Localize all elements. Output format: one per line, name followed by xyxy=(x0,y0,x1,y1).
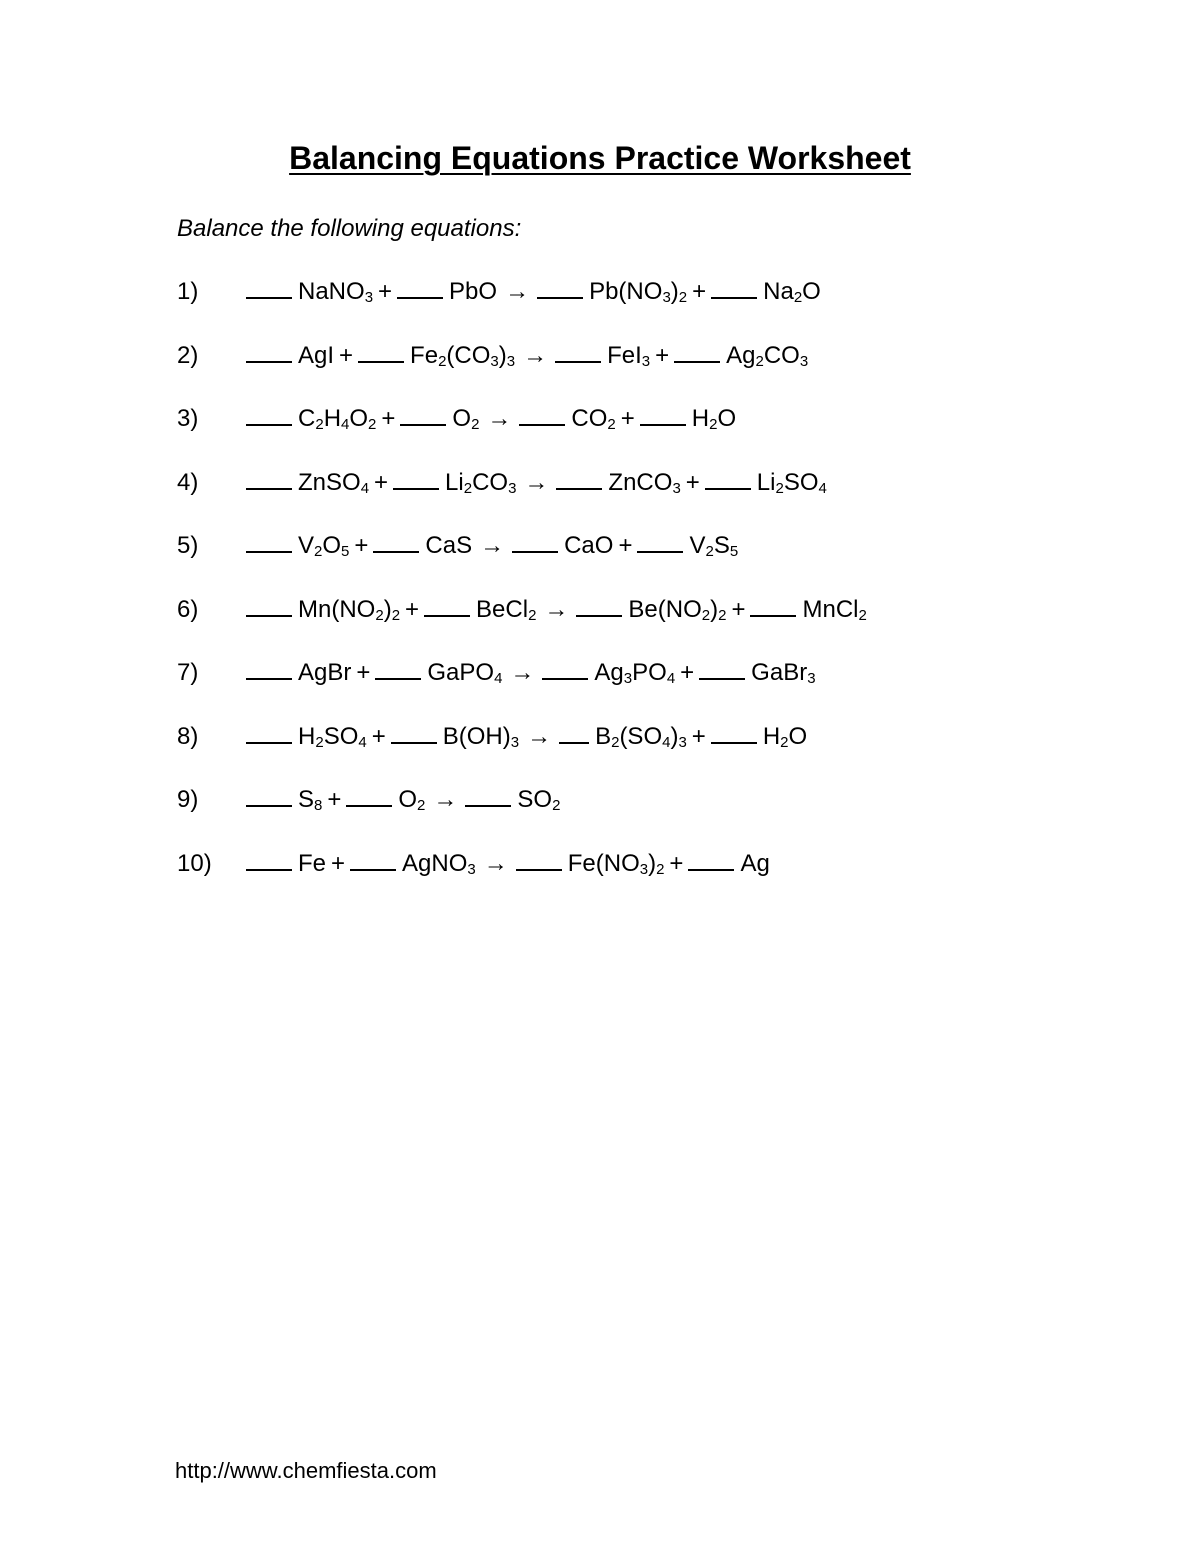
chemical-formula: $O_2$ xyxy=(398,786,426,814)
chemical-formula: $S_8$ xyxy=(298,786,323,814)
coefficient-blank[interactable] xyxy=(542,677,588,680)
equation-number: 1) xyxy=(177,278,199,305)
yield-arrow-icon: → xyxy=(527,722,552,750)
equation-number: 2) xyxy=(177,341,199,369)
plus-sign: + xyxy=(374,468,389,496)
plus-sign: + xyxy=(655,341,670,369)
footer-url: http://www.chemfiesta.com xyxy=(175,1458,437,1483)
equation-number: 7) xyxy=(177,659,199,686)
chemical-formula: AgNO$_3$ xyxy=(402,849,476,878)
coefficient-blank[interactable] xyxy=(699,677,745,680)
coefficient-blank[interactable] xyxy=(375,677,421,680)
equation-number: 4) xyxy=(177,468,199,496)
chemical-formula: ZnSO$_4$ xyxy=(298,468,370,497)
coefficient-blank[interactable] xyxy=(373,550,419,553)
coefficient-blank[interactable] xyxy=(711,296,757,299)
plus-sign: + xyxy=(405,595,420,623)
coefficient-blank[interactable] xyxy=(555,360,601,363)
chemical-formula: $B(OH)_3$ xyxy=(442,722,520,751)
equation-row xyxy=(177,469,1077,533)
equation-row xyxy=(177,850,1077,914)
equation-body xyxy=(246,405,736,433)
yield-arrow-icon: → xyxy=(505,278,530,305)
yield-arrow-icon: → xyxy=(523,341,548,369)
coefficient-blank[interactable] xyxy=(246,677,292,680)
plus-sign: + xyxy=(691,722,706,750)
plus-sign: + xyxy=(378,278,393,305)
coefficient-blank[interactable] xyxy=(640,423,686,426)
chemical-formula: $O_2$ xyxy=(452,405,480,433)
chemical-formula: AgBr xyxy=(298,659,352,686)
coefficient-blank[interactable] xyxy=(246,423,292,426)
coefficient-blank[interactable] xyxy=(393,487,439,490)
coefficient-blank[interactable] xyxy=(246,360,292,363)
chemical-formula: CaS xyxy=(425,532,473,559)
chemical-formula: $V_2O_5$ xyxy=(298,532,350,560)
plus-sign: + xyxy=(692,278,707,305)
plus-sign: + xyxy=(680,659,695,686)
chemical-formula: $H_2O$ xyxy=(762,722,808,751)
chemical-formula: $Fe_2(CO_3)_3$ xyxy=(410,341,516,370)
equation-number: 8) xyxy=(177,722,199,750)
coefficient-blank[interactable] xyxy=(576,614,622,617)
coefficient-blank[interactable] xyxy=(516,868,562,871)
chemical-formula: PbO xyxy=(449,278,498,305)
equation-number: 9) xyxy=(177,786,199,813)
plus-sign: + xyxy=(354,532,369,559)
chemical-formula: $Na_2O$ xyxy=(763,278,821,306)
equation-list xyxy=(177,278,1077,913)
chemical-formula: Ag xyxy=(740,849,770,877)
coefficient-blank[interactable] xyxy=(424,614,470,617)
yield-arrow-icon: → xyxy=(524,468,549,496)
coefficient-blank[interactable] xyxy=(711,741,757,744)
coefficient-blank[interactable] xyxy=(637,550,683,553)
equation-body xyxy=(246,596,867,624)
coefficient-blank[interactable] xyxy=(559,741,589,744)
equation-body xyxy=(246,342,808,370)
coefficient-blank[interactable] xyxy=(350,868,396,871)
coefficient-blank[interactable] xyxy=(705,487,751,490)
plus-sign: + xyxy=(731,595,746,623)
equation-row xyxy=(177,786,1077,850)
equation-row xyxy=(177,342,1077,406)
yield-arrow-icon: → xyxy=(483,849,508,877)
coefficient-blank[interactable] xyxy=(397,296,443,299)
coefficient-blank[interactable] xyxy=(246,868,292,871)
equation-row xyxy=(177,596,1077,660)
chemical-formula: $Li_2SO_4$ xyxy=(756,468,827,497)
coefficient-blank[interactable] xyxy=(246,614,292,617)
chemical-formula: $Pb(NO_3)_2$ xyxy=(589,278,688,306)
plus-sign: + xyxy=(381,405,396,432)
chemical-formula: $Li_2CO_3$ xyxy=(445,468,517,497)
equation-body xyxy=(246,850,770,878)
equation-number: 10) xyxy=(177,849,212,877)
coefficient-blank[interactable] xyxy=(246,550,292,553)
equation-body xyxy=(246,659,816,687)
equation-row xyxy=(177,278,1077,342)
plus-sign: + xyxy=(685,468,700,496)
equation-row xyxy=(177,532,1077,596)
plus-sign: + xyxy=(331,849,346,877)
equation-number: 3) xyxy=(177,405,199,432)
chemical-formula: GaBr$_3$ xyxy=(751,659,816,687)
chemical-formula: Fe xyxy=(298,849,327,877)
coefficient-blank[interactable] xyxy=(246,487,292,490)
plus-sign: + xyxy=(327,786,342,813)
coefficient-blank[interactable] xyxy=(358,360,404,363)
coefficient-blank[interactable] xyxy=(246,804,292,807)
equation-body xyxy=(246,532,738,560)
chemical-formula: MnCl$_2$ xyxy=(802,595,867,624)
equation-body xyxy=(246,278,821,306)
equation-body xyxy=(246,786,560,814)
coefficient-blank[interactable] xyxy=(246,741,292,744)
chemical-formula: $C_2H_4O_2$ xyxy=(298,405,377,433)
chemical-formula: $B_2(SO_4)_3$ xyxy=(595,722,687,751)
coefficient-blank[interactable] xyxy=(400,423,446,426)
equation-row xyxy=(177,405,1077,469)
chemical-formula: GaPO$_4$ xyxy=(427,659,503,687)
coefficient-blank[interactable] xyxy=(750,614,796,617)
coefficient-blank[interactable] xyxy=(519,423,565,426)
chemical-formula: $Mn(NO_2)_2$ xyxy=(298,595,401,624)
yield-arrow-icon: → xyxy=(510,659,535,686)
chemical-formula: FeI$_3$ xyxy=(607,341,651,370)
coefficient-blank[interactable] xyxy=(246,296,292,299)
coefficient-blank[interactable] xyxy=(537,296,583,299)
instructions-text: Balance the following equations: xyxy=(177,215,522,242)
coefficient-blank[interactable] xyxy=(465,804,511,807)
chemical-formula: $CO_2$ xyxy=(571,405,616,433)
chemical-formula: $Ag_3PO_4$ xyxy=(594,659,676,687)
plus-sign: + xyxy=(371,722,386,750)
equation-number: 5) xyxy=(177,532,199,559)
chemical-formula: $H_2O$ xyxy=(691,405,737,433)
chemical-formula: $H_2SO_4$ xyxy=(298,722,367,751)
chemical-formula: CaO xyxy=(564,532,614,559)
plus-sign: + xyxy=(339,341,354,369)
chemical-formula: $Be(NO_2)_2$ xyxy=(628,595,727,624)
equation-row xyxy=(177,659,1077,723)
equation-body xyxy=(246,469,827,497)
coefficient-blank[interactable] xyxy=(674,360,720,363)
chemical-formula: $V_2S_5$ xyxy=(689,532,739,560)
plus-sign: + xyxy=(669,849,684,877)
equation-row xyxy=(177,723,1077,787)
yield-arrow-icon: → xyxy=(544,595,569,623)
page-title: Balancing Equations Practice Worksheet xyxy=(289,140,911,176)
equation-body xyxy=(246,723,807,751)
chemical-formula: $Ag_2CO_3$ xyxy=(726,341,809,370)
chemical-formula: BeCl$_2$ xyxy=(476,595,537,624)
coefficient-blank[interactable] xyxy=(556,487,602,490)
coefficient-blank[interactable] xyxy=(346,804,392,807)
chemical-formula: ZnCO$_3$ xyxy=(608,468,681,497)
chemical-formula: $Fe(NO_3)_2$ xyxy=(567,849,665,878)
chemical-formula: $SO_2$ xyxy=(517,786,561,814)
equation-number: 6) xyxy=(177,595,199,623)
chemical-formula: AgI xyxy=(298,341,335,369)
chemical-formula: NaNO$_3$ xyxy=(298,278,374,306)
coefficient-blank[interactable] xyxy=(512,550,558,553)
plus-sign: + xyxy=(618,532,633,559)
coefficient-blank[interactable] xyxy=(688,868,734,871)
yield-arrow-icon: → xyxy=(487,405,512,432)
yield-arrow-icon: → xyxy=(480,532,505,559)
coefficient-blank[interactable] xyxy=(391,741,437,744)
yield-arrow-icon: → xyxy=(433,786,458,813)
plus-sign: + xyxy=(620,405,635,432)
plus-sign: + xyxy=(356,659,371,686)
